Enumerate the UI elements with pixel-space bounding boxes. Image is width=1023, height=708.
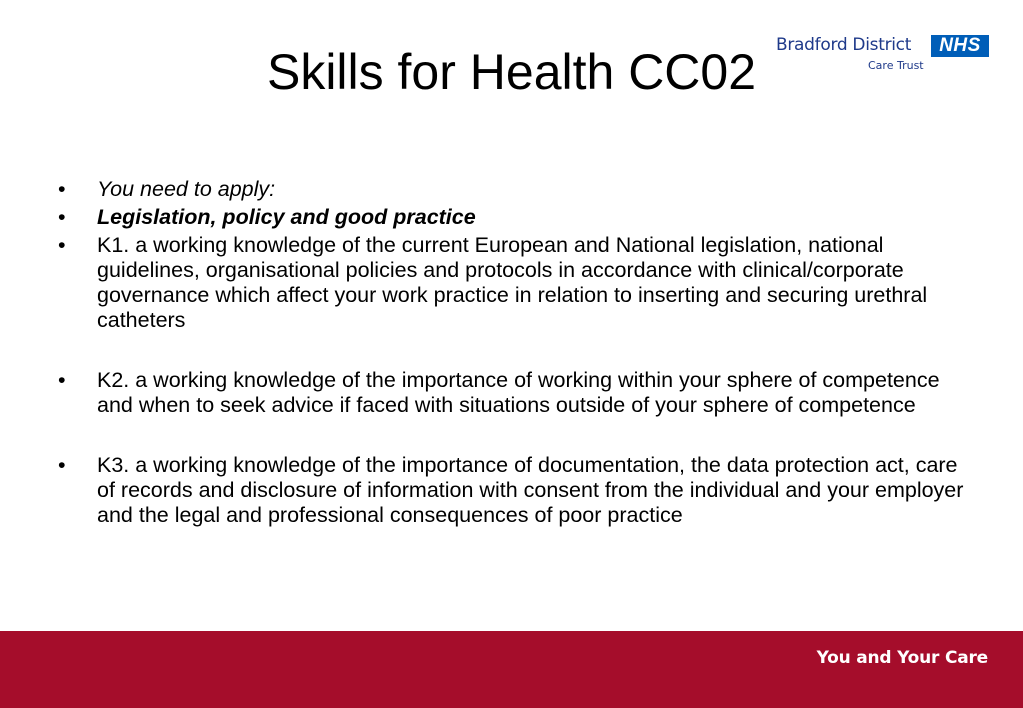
list-item-text: You need to apply: bbox=[97, 177, 276, 201]
bullet-icon: • bbox=[58, 177, 66, 201]
bullet-icon: • bbox=[58, 205, 66, 229]
bullet-icon: • bbox=[58, 453, 66, 477]
list-item-text: K2. a working knowledge of the importance of working within your sphere of competence and when to seek advice if faced with situations outside of your sphere of competence bbox=[97, 368, 940, 417]
footer-band bbox=[0, 631, 1023, 708]
list-item bbox=[56, 233, 976, 333]
list-item-text: Legislation, policy and good practice bbox=[97, 205, 476, 229]
footer-tagline: You and Your Care bbox=[816, 648, 988, 668]
bradford-district-nhs-logo bbox=[776, 34, 991, 78]
logo-subtitle: Care Trust bbox=[868, 59, 924, 72]
slide-title: Skills for Health CC02 bbox=[266, 44, 757, 100]
list-item bbox=[56, 453, 976, 528]
list-item-text: K1. a working knowledge of the current European and National legislation, national guidelines, organisational policies and protocols in accordance with clinical/corporate governance which affect your work practice in relation to inserting and securing urethral catheters bbox=[97, 233, 928, 332]
list-item bbox=[56, 205, 976, 230]
bullet-list bbox=[56, 177, 976, 531]
list-item bbox=[56, 368, 976, 418]
bullet-icon: • bbox=[58, 233, 66, 257]
list-item-text: K3. a working knowledge of the importance of documentation, the data protection act, care of records and disclosure of information with consent from the individual and your employer and the legal and professional consequences of poor practice bbox=[97, 453, 964, 527]
nhs-badge-icon: NHS bbox=[931, 35, 989, 57]
logo-organisation-name: Bradford District bbox=[776, 35, 912, 55]
bullet-icon: • bbox=[58, 368, 66, 392]
list-item bbox=[56, 177, 976, 202]
